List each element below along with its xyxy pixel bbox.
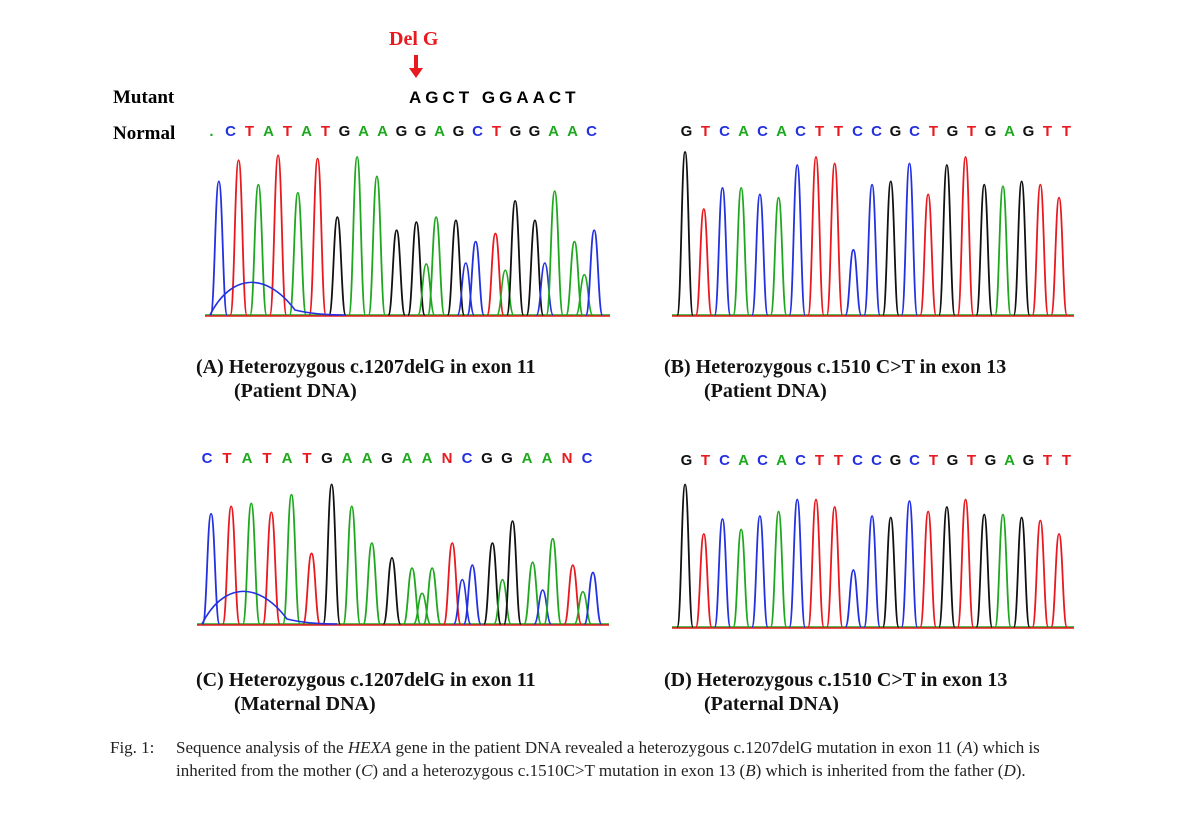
base-call: A bbox=[341, 450, 353, 467]
base-call: A bbox=[521, 450, 533, 467]
trace-peak bbox=[223, 506, 240, 624]
trace-peak bbox=[733, 530, 749, 628]
trace-peak bbox=[1032, 521, 1048, 628]
base-call: T bbox=[1061, 123, 1072, 140]
base-call: T bbox=[244, 123, 255, 140]
base-call: . bbox=[209, 123, 214, 140]
base-call: G bbox=[414, 123, 427, 140]
trace-peak bbox=[939, 507, 955, 627]
trace-peak bbox=[733, 188, 749, 315]
base-call: A bbox=[361, 450, 373, 467]
trace-peak bbox=[677, 152, 693, 315]
trace-peak bbox=[976, 185, 992, 315]
base-call: C bbox=[225, 123, 236, 140]
trace-peak bbox=[995, 515, 1011, 628]
base-call: T bbox=[1042, 123, 1053, 140]
base-calls-a bbox=[202, 123, 601, 140]
base-call: A bbox=[1004, 123, 1015, 140]
base-call: T bbox=[1061, 452, 1072, 469]
trace-peak bbox=[424, 568, 441, 624]
base-call: G bbox=[1022, 123, 1035, 140]
trace-peak bbox=[1014, 518, 1030, 628]
base-call: A bbox=[434, 123, 445, 140]
trace-peak bbox=[1051, 198, 1067, 315]
trace-peak bbox=[329, 217, 346, 315]
trace-peak bbox=[343, 506, 360, 624]
base-call: C bbox=[757, 123, 768, 140]
trace-peak bbox=[467, 242, 484, 315]
base-call: G bbox=[395, 123, 408, 140]
trace-peak bbox=[827, 507, 843, 627]
base-call: C bbox=[719, 452, 730, 469]
trace-peak bbox=[243, 503, 260, 624]
base-call: G bbox=[528, 123, 541, 140]
base-call: C bbox=[719, 123, 730, 140]
base-call: A bbox=[358, 123, 369, 140]
trace-peak bbox=[808, 500, 824, 628]
base-call: C bbox=[586, 123, 597, 140]
trace-peak bbox=[976, 515, 992, 628]
trace-peak bbox=[939, 165, 955, 315]
base-calls-d bbox=[677, 452, 1076, 469]
base-call: A bbox=[567, 123, 578, 140]
trace-peak bbox=[864, 185, 880, 315]
trace-peak bbox=[715, 188, 731, 315]
base-call: C bbox=[472, 123, 483, 140]
base-call: G bbox=[680, 123, 693, 140]
base-call: T bbox=[262, 450, 272, 467]
trace-peak bbox=[363, 543, 380, 624]
trace-peak bbox=[958, 500, 974, 628]
base-call: G bbox=[984, 123, 997, 140]
base-call: C bbox=[795, 452, 806, 469]
base-call: T bbox=[966, 452, 977, 469]
trace-peak bbox=[920, 512, 936, 628]
mutant-sequence: AGCT GGAACT bbox=[409, 88, 580, 107]
trace-peak bbox=[408, 222, 425, 315]
base-call: G bbox=[984, 452, 997, 469]
base-call: C bbox=[852, 123, 863, 140]
caption-a: (A) Heterozygous c.1207delG in exon 11 (Patient DNA) bbox=[196, 356, 536, 402]
base-call: A bbox=[281, 450, 293, 467]
trace-peak bbox=[566, 242, 583, 315]
trace-peak bbox=[696, 534, 712, 627]
trace-peak bbox=[846, 250, 862, 315]
base-call: T bbox=[833, 123, 844, 140]
trace-peak bbox=[808, 157, 824, 315]
base-call: C bbox=[871, 452, 882, 469]
trace-peak bbox=[527, 220, 544, 315]
trace-peak bbox=[404, 568, 421, 624]
base-call: C bbox=[461, 450, 473, 467]
base-call: T bbox=[222, 450, 232, 467]
trace-peak bbox=[323, 484, 340, 624]
trace-peak bbox=[203, 514, 220, 624]
base-call: A bbox=[776, 452, 787, 469]
trace-peak bbox=[546, 191, 563, 315]
trace-peak bbox=[995, 186, 1011, 315]
caption-c: (C) Heterozygous c.1207delG in exon 11 (Maternal DNA) bbox=[196, 669, 536, 715]
trace-peak bbox=[464, 565, 481, 624]
trace-peak bbox=[303, 553, 320, 624]
base-call: G bbox=[509, 123, 522, 140]
base-call: G bbox=[501, 450, 513, 467]
trace-peak bbox=[448, 220, 465, 315]
base-call: A bbox=[738, 452, 749, 469]
base-call: C bbox=[909, 452, 920, 469]
trace-peak bbox=[349, 157, 366, 315]
trace-peak bbox=[846, 570, 862, 627]
trace-peak bbox=[309, 159, 326, 315]
base-call: A bbox=[377, 123, 388, 140]
base-call: N bbox=[441, 450, 453, 467]
trace-peak bbox=[369, 176, 386, 315]
base-call: T bbox=[282, 123, 293, 140]
base-call: T bbox=[833, 452, 844, 469]
base-call: T bbox=[700, 123, 711, 140]
trace-peak bbox=[771, 512, 787, 628]
trace-peak bbox=[1032, 185, 1048, 315]
base-call: A bbox=[263, 123, 274, 140]
base-call: T bbox=[966, 123, 977, 140]
base-calls-c bbox=[197, 450, 597, 467]
trace-peak bbox=[250, 185, 267, 315]
base-call: T bbox=[320, 123, 331, 140]
base-call: G bbox=[321, 450, 333, 467]
base-call: C bbox=[581, 450, 593, 467]
caption-b: (B) Heterozygous c.1510 C>T in exon 13 (Patient DNA) bbox=[664, 356, 1007, 402]
trace-peak bbox=[564, 565, 581, 624]
base-call: T bbox=[928, 123, 939, 140]
trace-peak bbox=[827, 163, 843, 315]
base-call: A bbox=[548, 123, 559, 140]
trace-peak bbox=[1014, 181, 1030, 315]
base-call: C bbox=[795, 123, 806, 140]
base-calls-b bbox=[677, 123, 1076, 140]
trace-peak bbox=[507, 201, 524, 315]
base-call: T bbox=[814, 123, 825, 140]
trace-peak bbox=[864, 516, 880, 627]
trace-peak bbox=[544, 539, 561, 624]
deletion-arrow-icon bbox=[409, 55, 423, 79]
normal-label: Normal bbox=[113, 123, 176, 144]
trace-peak bbox=[586, 230, 603, 315]
trace-peak bbox=[696, 209, 712, 315]
trace-peak bbox=[524, 562, 541, 624]
base-call: C bbox=[757, 452, 768, 469]
base-call: C bbox=[871, 123, 882, 140]
base-call: A bbox=[738, 123, 749, 140]
base-call: T bbox=[491, 123, 502, 140]
trace-peak bbox=[789, 500, 805, 628]
chromatogram-d bbox=[672, 470, 1074, 635]
base-call: G bbox=[946, 123, 959, 140]
base-call: N bbox=[561, 450, 573, 467]
chromatogram-a bbox=[205, 145, 610, 323]
trace-peak bbox=[920, 194, 936, 315]
base-call: G bbox=[481, 450, 493, 467]
base-call: C bbox=[201, 450, 213, 467]
trace-peak bbox=[584, 573, 601, 624]
trace-peak bbox=[290, 193, 307, 315]
trace-peak bbox=[789, 165, 805, 315]
base-call: A bbox=[241, 450, 253, 467]
base-call: A bbox=[776, 123, 787, 140]
deletion-label: Del G bbox=[389, 28, 439, 50]
trace-peak bbox=[752, 194, 768, 315]
mutant-label: Mutant bbox=[113, 87, 175, 108]
trace-peak bbox=[902, 163, 918, 315]
trace-peak bbox=[484, 543, 501, 624]
trace-peak bbox=[958, 157, 974, 315]
trace-peak bbox=[504, 521, 521, 624]
trace-peak bbox=[444, 543, 461, 624]
figure-caption: Fig. 1: Sequence analysis of the HEXA gene in the patient DNA revealed a heterozygous c.1207delG mutation in exon 11 (A) which is inherited from the mother (C) and a heterozygous c.1510C>T mutation in exon 13 (B) which is inherited from the father (D). bbox=[110, 738, 1040, 780]
base-call: G bbox=[1022, 452, 1035, 469]
trace-peak bbox=[1051, 534, 1067, 627]
base-call: G bbox=[452, 123, 465, 140]
trace-peak bbox=[270, 155, 287, 315]
base-call: G bbox=[338, 123, 351, 140]
trace-peak bbox=[487, 234, 504, 316]
trace-peak bbox=[428, 217, 445, 315]
base-call: A bbox=[541, 450, 553, 467]
base-call: C bbox=[852, 452, 863, 469]
base-call: A bbox=[401, 450, 413, 467]
trace-peak bbox=[677, 485, 693, 628]
base-call: T bbox=[1042, 452, 1053, 469]
base-call: T bbox=[814, 452, 825, 469]
base-call: G bbox=[381, 450, 393, 467]
base-call: G bbox=[889, 452, 902, 469]
base-call: T bbox=[928, 452, 939, 469]
base-call: T bbox=[302, 450, 312, 467]
trace-peak bbox=[883, 181, 899, 315]
trace-peak bbox=[883, 518, 899, 628]
chromatogram-b bbox=[672, 145, 1074, 323]
caption-d: (D) Heterozygous c.1510 C>T in exon 13 (Paternal DNA) bbox=[664, 669, 1008, 715]
base-call: C bbox=[909, 123, 920, 140]
base-call: A bbox=[1004, 452, 1015, 469]
base-call: G bbox=[946, 452, 959, 469]
chromatogram-c bbox=[197, 470, 609, 632]
trace-peak bbox=[388, 230, 405, 315]
trace-peak bbox=[902, 501, 918, 627]
trace-peak bbox=[752, 516, 768, 627]
base-call: G bbox=[889, 123, 902, 140]
base-call: G bbox=[680, 452, 693, 469]
trace-peak bbox=[771, 198, 787, 315]
trace-peak bbox=[384, 558, 401, 624]
trace-peak bbox=[230, 160, 247, 315]
trace-peak bbox=[715, 519, 731, 627]
base-call: A bbox=[421, 450, 433, 467]
base-call: A bbox=[301, 123, 312, 140]
base-call: T bbox=[700, 452, 711, 469]
trace-peak bbox=[283, 495, 300, 624]
